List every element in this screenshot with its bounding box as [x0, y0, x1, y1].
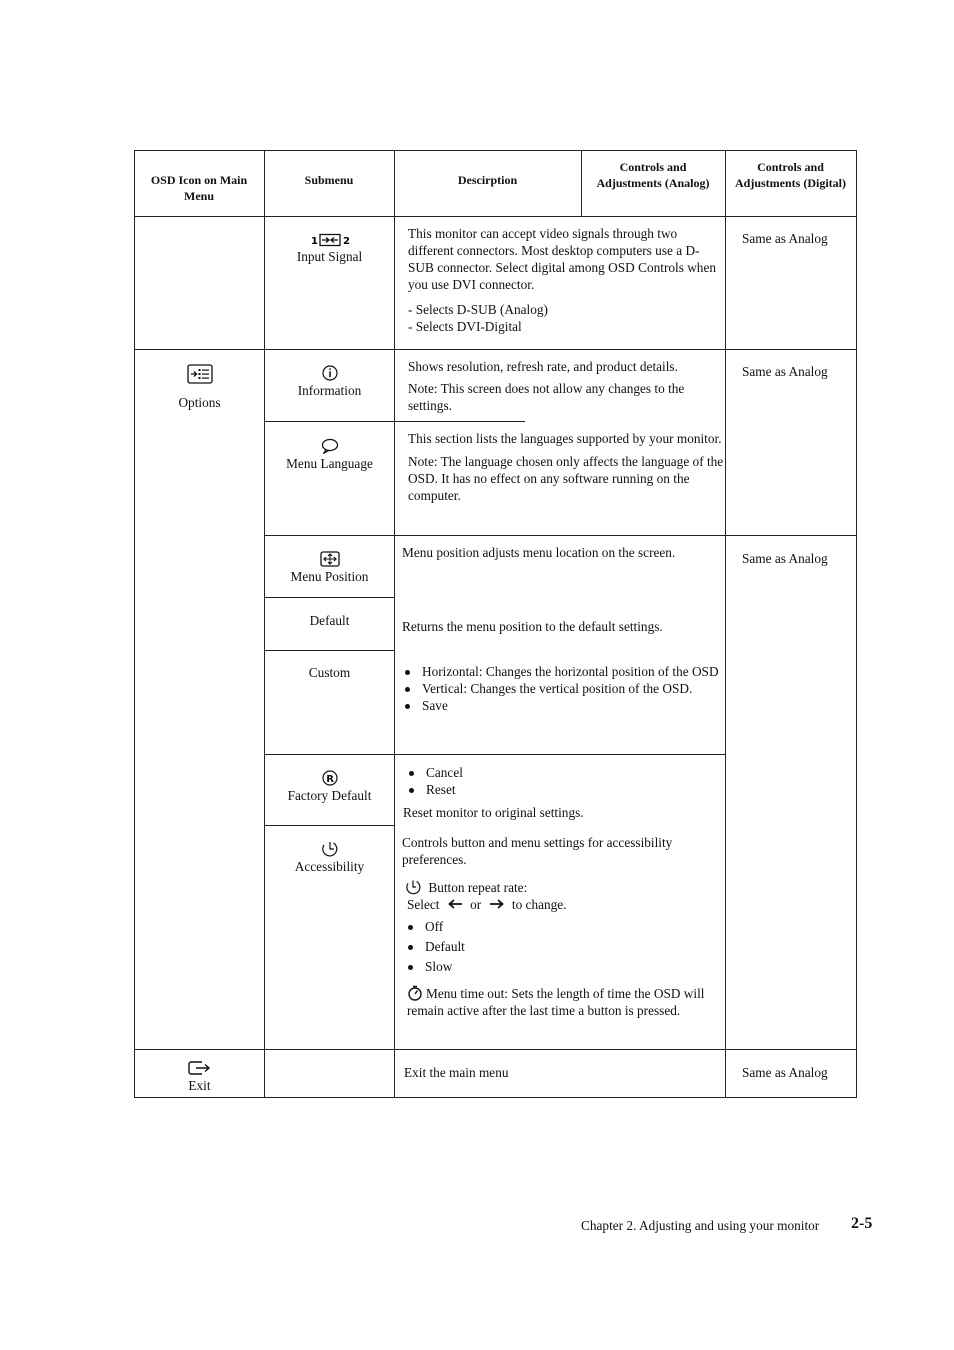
- input-switch-icon: [310, 233, 350, 247]
- submenu-default: Default: [309, 613, 350, 628]
- exit-desc: Exit the main menu: [404, 1065, 509, 1080]
- header-digital: Controls and Adjustments (Digital): [735, 160, 846, 190]
- button-repeat-label: Button repeat rate:: [428, 880, 528, 895]
- svg-text:1: 1: [310, 236, 318, 247]
- factory-bullet-cancel: Cancel: [407, 764, 719, 781]
- exit-digital: Same as Analog: [742, 1065, 828, 1080]
- reset-icon: [322, 770, 338, 786]
- submenu-accessibility: [265, 840, 394, 875]
- menu-position-label: Menu Position: [290, 569, 369, 584]
- svg-text:2: 2: [342, 236, 350, 247]
- submenu-menu-position: [265, 551, 394, 585]
- information-desc: Shows resolution, refresh rate, and product details.: [408, 359, 678, 374]
- button-repeat-line: [402, 879, 718, 896]
- menu-language-note: Note: The language chosen only affects the language of the OSD. It has no effect on any software running on the computer.: [408, 454, 724, 503]
- default-desc: Returns the menu position to the default settings.: [402, 619, 663, 634]
- menu-position-icon: [320, 551, 340, 567]
- menu-timeout-text: [402, 985, 718, 1019]
- custom-bullet-vertical: Vertical: Changes the vertical position of the OSD.: [403, 680, 719, 697]
- menu-language-desc: This section lists the languages supported by your monitor.: [408, 431, 722, 446]
- accessibility-label: Accessibility: [294, 859, 365, 874]
- accessibility-desc-cell: [402, 834, 718, 1019]
- page-number: 2-5: [851, 1215, 873, 1232]
- select-line: [402, 896, 718, 913]
- factory-bullet-reset: Reset: [407, 781, 719, 798]
- menu-language-label: Menu Language: [286, 456, 373, 471]
- chapter-footer: Chapter 2. Adjusting and using your monitor: [581, 1218, 820, 1233]
- submenu-factory-default: [265, 770, 394, 804]
- information-note: Note: This screen does not allow any changes to the settings.: [408, 381, 685, 413]
- input-signal-desc: This monitor can accept video signals through two different connectors. Most desktop computers use a D-SUB connector. Select digital among OSD Controls when you use DVI connector.: [408, 226, 717, 292]
- stopwatch-icon: [407, 985, 423, 1001]
- select-text: Select: [407, 897, 440, 912]
- information-digital: Same as Analog: [742, 364, 828, 379]
- menu-language-desc-cell: [408, 430, 724, 504]
- factory-default-desc: Reset monitor to original settings.: [403, 805, 584, 820]
- or-text: or: [470, 897, 482, 912]
- speech-bubble-icon: [321, 438, 339, 454]
- input-signal-opt2: - Selects DVI-Digital: [408, 319, 522, 334]
- information-icon: [322, 365, 338, 381]
- options-main-item: [135, 364, 264, 411]
- right-arrow-icon: [489, 898, 505, 912]
- osd-table: [134, 150, 857, 1098]
- options-list-icon: [187, 364, 213, 384]
- input-signal-label: Input Signal: [296, 249, 363, 264]
- exit-main-item: [135, 1060, 264, 1094]
- svg-text:R: R: [325, 774, 334, 785]
- header-analog: Controls and Adjustments (Analog): [596, 160, 710, 190]
- left-arrow-icon: [447, 898, 463, 912]
- exit-icon: [188, 1060, 212, 1076]
- factory-default-label: Factory Default: [287, 788, 372, 803]
- information-desc-cell: [408, 358, 724, 414]
- exit-label: Exit: [188, 1078, 211, 1093]
- submenu-custom: Custom: [308, 665, 351, 680]
- factory-default-desc-cell: [403, 764, 719, 821]
- repeat-bullet-off: Off: [406, 918, 718, 935]
- menu-timeout-desc: Menu time out: Sets the length of time the OSD will remain active after the last time a button is pressed.: [407, 986, 705, 1018]
- accessibility-desc: Controls button and menu settings for accessibility preferences.: [402, 835, 673, 867]
- input-signal-opt1: - Selects D-SUB (Analog): [408, 302, 548, 317]
- repeat-bullet-slow: Slow: [406, 958, 718, 975]
- accessibility-clock-icon: [321, 840, 339, 857]
- menu-position-desc: Menu position adjusts menu location on the screen.: [402, 545, 676, 560]
- repeat-bullet-default: Default: [406, 938, 718, 955]
- custom-desc-cell: [403, 663, 719, 714]
- change-text: to change.: [511, 897, 567, 912]
- input-signal-desc-cell: [408, 225, 718, 335]
- input-signal-digital: Same as Analog: [742, 231, 828, 246]
- header-submenu: Submenu: [304, 173, 354, 187]
- header-osd-icon: OSD Icon on Main Menu: [150, 173, 248, 203]
- timer-icon: [405, 879, 421, 895]
- information-label: Information: [297, 383, 362, 398]
- submenu-input-signal: [265, 233, 394, 265]
- header-description: Descirption: [457, 173, 518, 187]
- menu-position-digital: Same as Analog: [742, 551, 828, 566]
- submenu-information: [265, 365, 394, 399]
- custom-bullet-horizontal: Horizontal: Changes the horizontal position of the OSD: [403, 663, 719, 680]
- custom-bullet-save: Save: [403, 697, 719, 714]
- options-label: Options: [178, 395, 221, 410]
- submenu-menu-language: [265, 438, 394, 472]
